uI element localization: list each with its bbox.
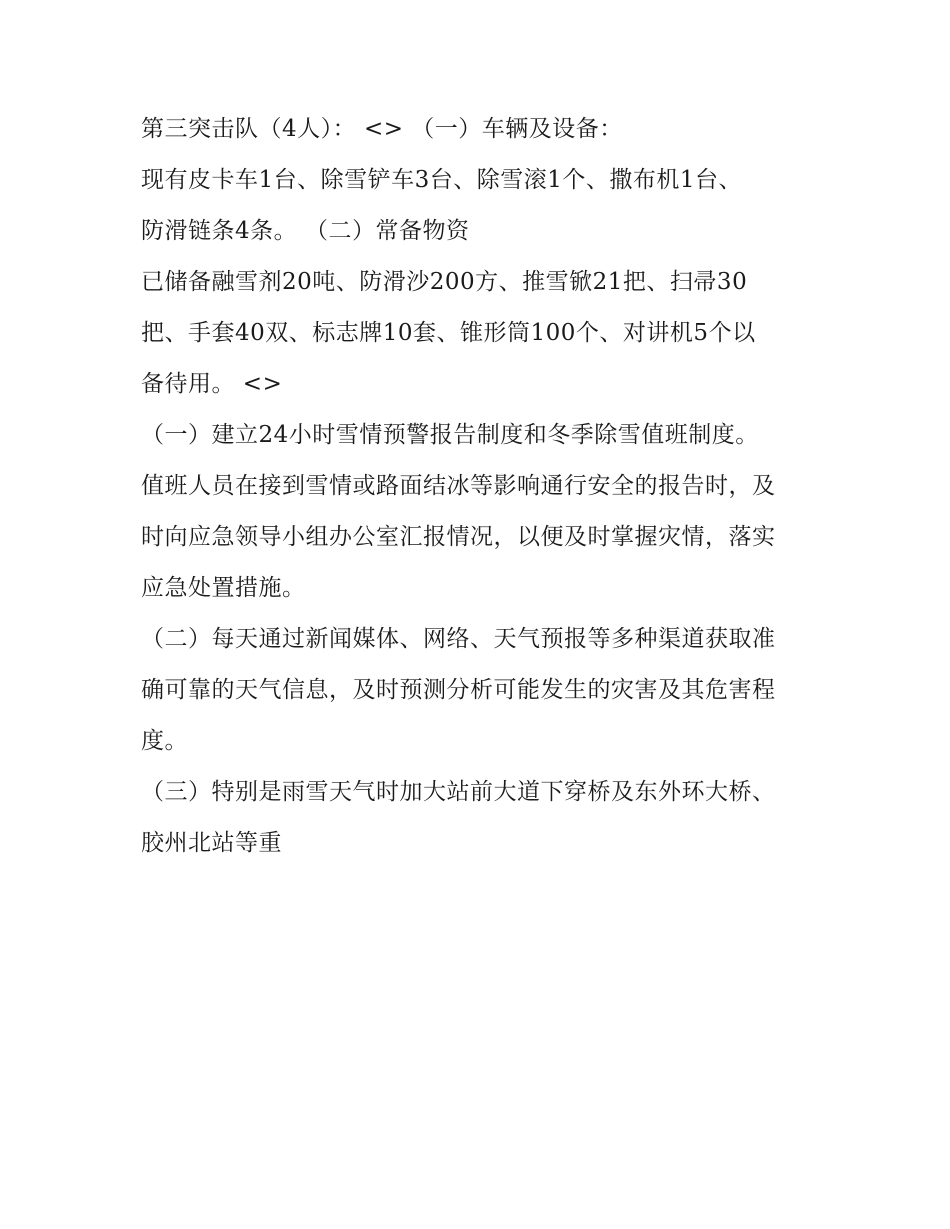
- text-line: 度。: [141, 728, 188, 754]
- text-line: 确可靠的天气信息，及时预测分析可能发生的灾害及其危害程: [141, 677, 776, 703]
- text-line: 已储备融雪剂20吨、防滑沙200方、推雪锨21把、扫帚30: [141, 269, 748, 295]
- text-line: 备待用。 <>: [141, 371, 283, 397]
- text-line: （一）建立24小时雪情预警报告制度和冬季除雪值班制度。: [141, 422, 759, 448]
- text-line: 第三突击队（4人）： <> （一）车辆及设备：: [141, 116, 623, 142]
- text-line: 胶州北站等重: [141, 830, 282, 856]
- text-line: 现有皮卡车1台、除雪铲车3台、除雪滚1个、撒布机1台、: [141, 167, 743, 193]
- text-line: 值班人员在接到雪情或路面结冰等影响通行安全的报告时，及: [141, 473, 776, 499]
- document-body: [141, 104, 821, 869]
- text-line: 时向应急领导小组办公室汇报情况，以便及时掌握灾情，落实: [141, 524, 776, 550]
- text-line: 把、手套40双、标志牌10套、锥形筒100个、对讲机5个以: [141, 320, 756, 346]
- text-line: 防滑链条4条。 （二）常备物资: [141, 218, 470, 244]
- text-line: （二）每天通过新闻媒体、网络、天气预报等多种渠道获取准: [141, 626, 776, 652]
- text-line: 应急处置措施。: [141, 575, 306, 601]
- text-line: （三）特别是雨雪天气时加大站前大道下穿桥及东外环大桥、: [141, 779, 776, 805]
